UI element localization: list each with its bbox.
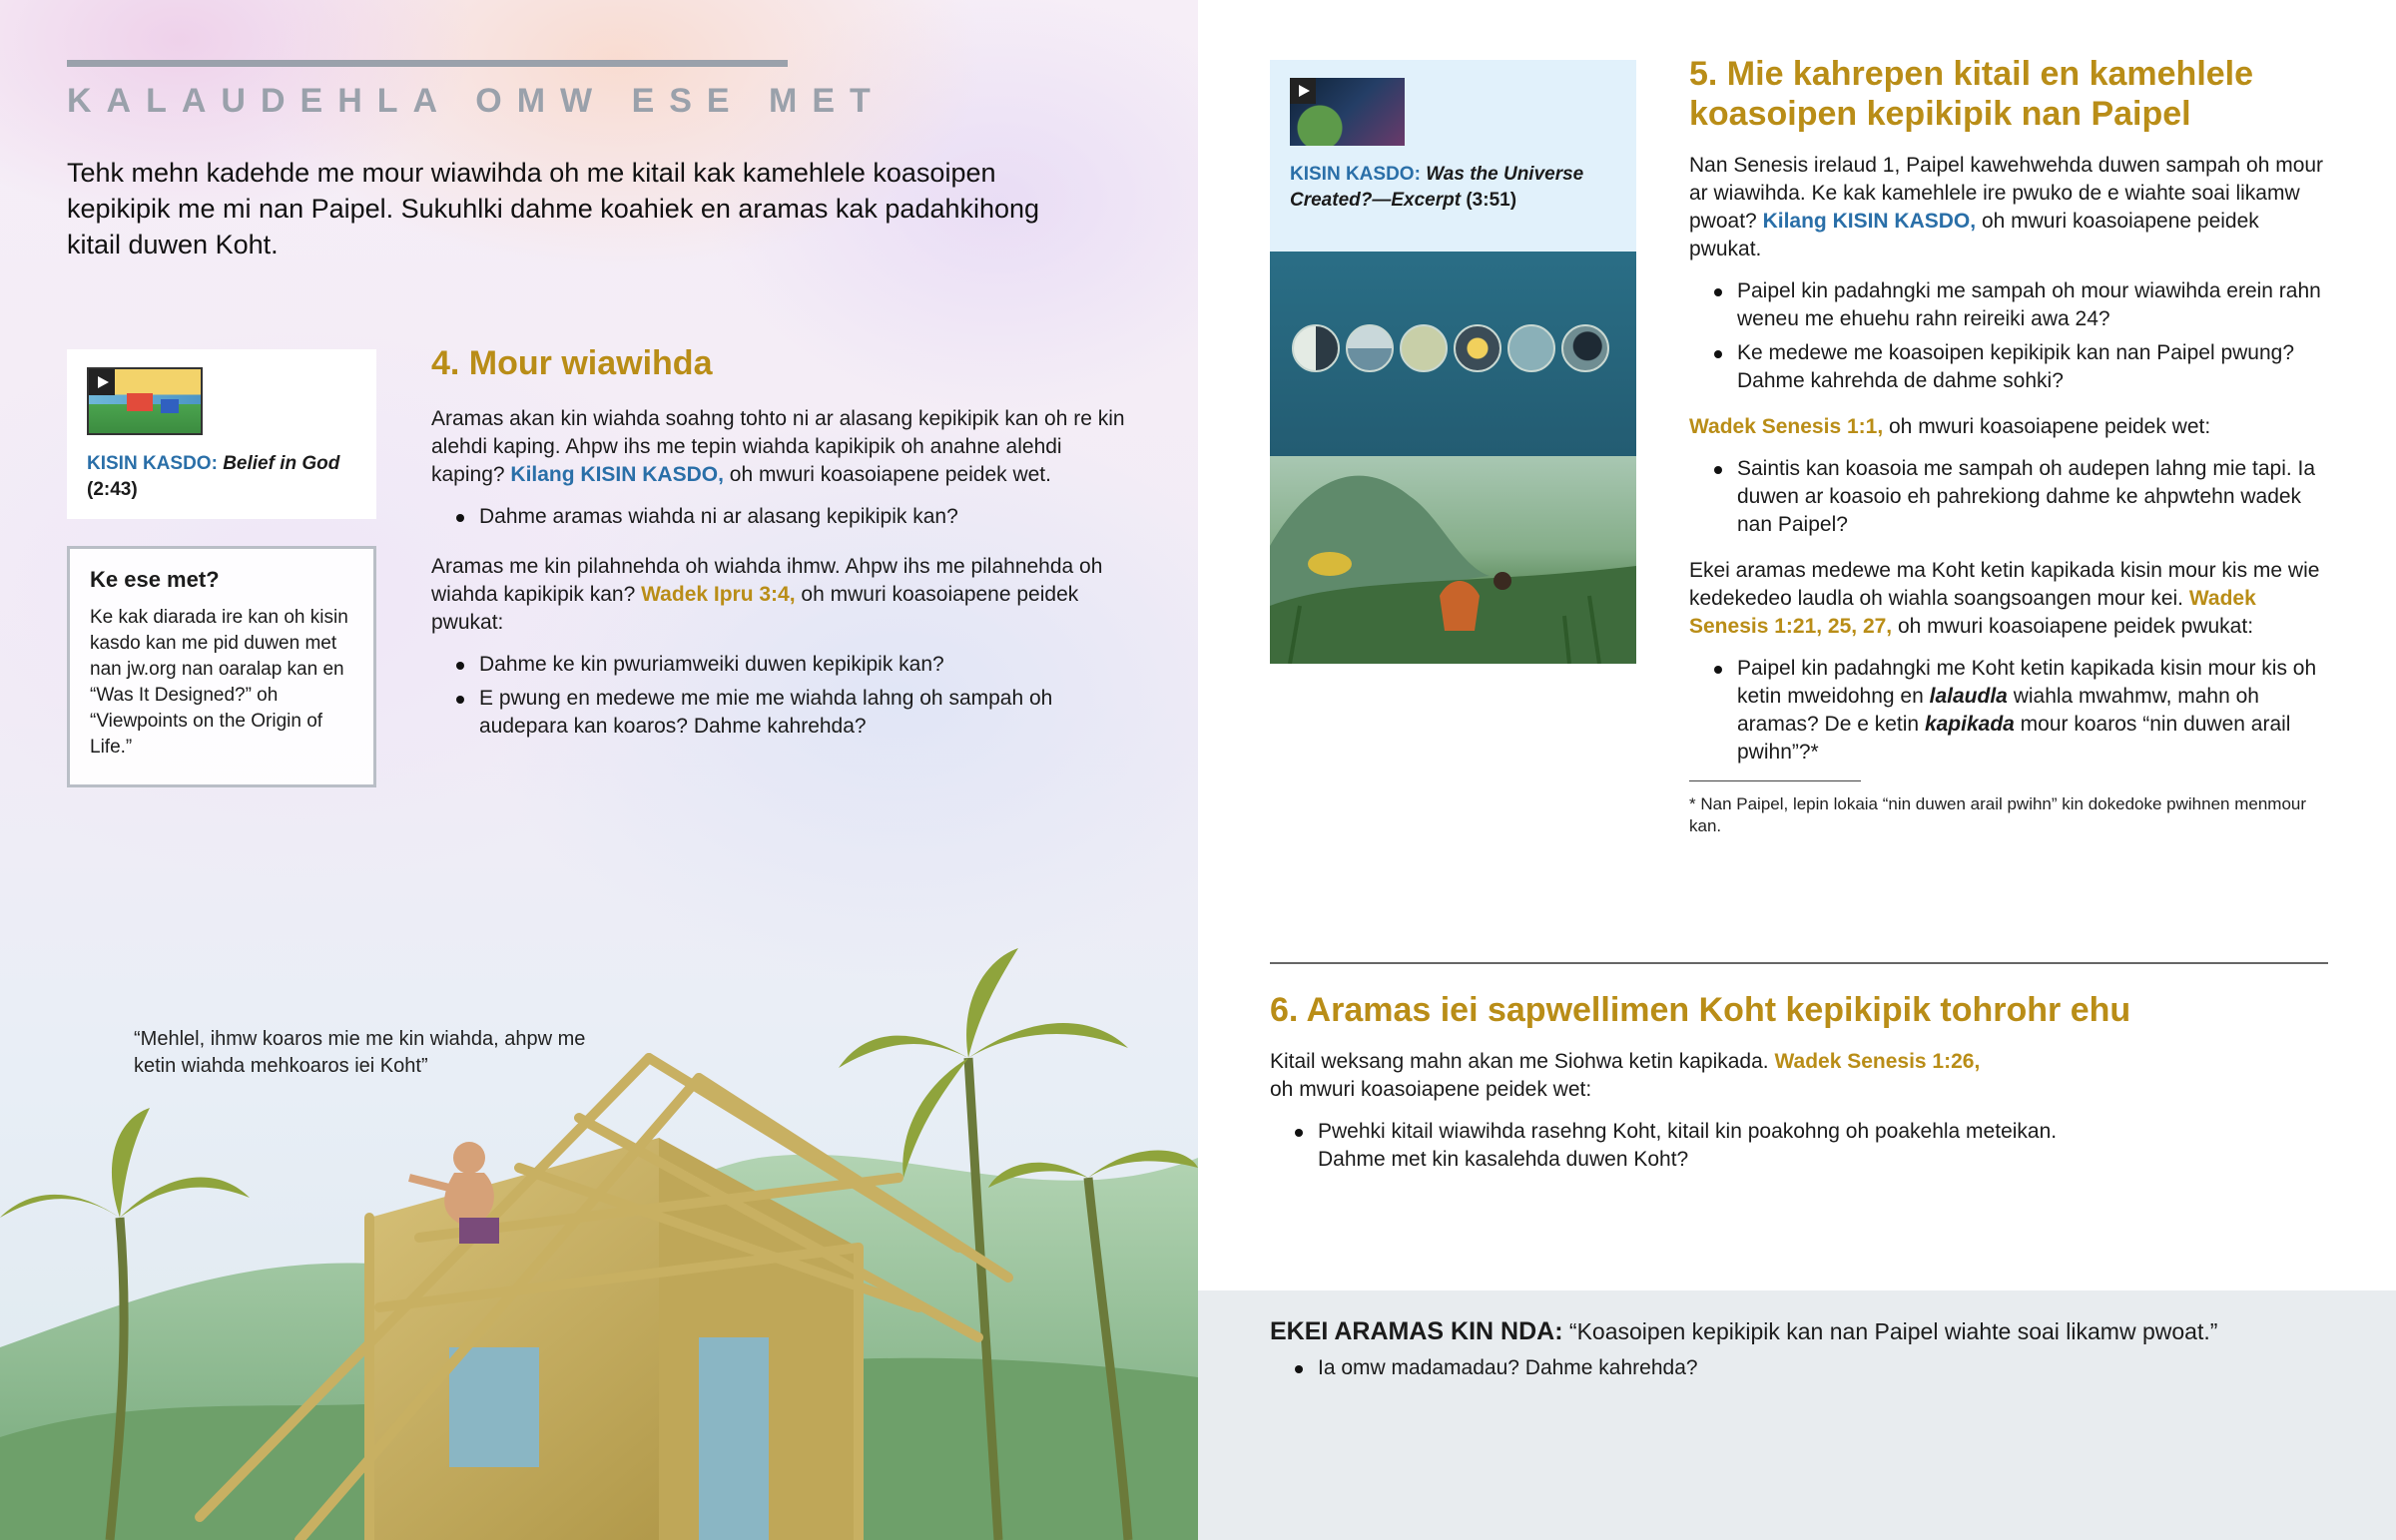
creation-days-panel [1270, 252, 1636, 456]
video-thumbnail[interactable] [87, 367, 203, 435]
footnote: * Nan Paipel, lepin lokaia “nin duwen arail pwihn” kin dokedoke pwihnen menmour kan. [1689, 794, 2307, 835]
list-item: Pwehki kitail wiawihda rasehng Koht, kitail kin poakohng oh poakehla meteikan. Dahme met kin kasalehda duwen Koht? [1270, 1118, 2128, 1174]
list-item: Ke medewe me koasoipen kepikipik kan nan Paipel pwung? Dahme kahrehda de dahme sohki? [1689, 339, 2328, 395]
section-5-bullets-3 [1689, 655, 2328, 767]
nature-scene [1270, 456, 1636, 664]
section-5-paragraph-1 [1689, 152, 2328, 263]
list-item [1689, 655, 2328, 767]
scripture-link[interactable]: Wadek Ipru 3:4, [641, 583, 796, 606]
video-caption [1290, 162, 1616, 214]
text: Ekei aramas medewe ma Koht ketin kapikada kisin mour kis me wie kedekedeo laudla oh wiahla soangsoangen mour kei. [1689, 559, 2320, 610]
info-box-title: Ke ese met? [90, 567, 220, 592]
text: oh mwuri koasoiapene peidek pwukat. [1689, 210, 2259, 260]
house-building-illustration [0, 918, 1198, 1540]
right-page [1198, 0, 2396, 1540]
text: oh mwuri koasoiapene peidek pwukat: [1897, 615, 2254, 638]
scripture-link[interactable]: Wadek Senesis 1:21, 25, 27, [1689, 587, 2256, 638]
intro-paragraph: Tehk mehn kadehde me mour wiawihda oh me kitail kak kamehlele koasoipen kepikipik me mi nan Paipel. Sukuhlki dahme koahiek en aramas kak padahkihong kitail duwen Koht. [67, 158, 1040, 259]
section-4 [431, 343, 1130, 747]
info-box [67, 546, 376, 787]
video-card-belief-in-god[interactable] [67, 349, 376, 519]
video-link[interactable]: Kilang KISIN KASDO, [510, 463, 724, 486]
section-6 [1270, 990, 2328, 1180]
scripture-link[interactable]: Wadek Senesis 1:26, [1774, 1050, 1981, 1073]
list-item: E pwung en medewe me mie me wiahda lahng oh sampah oh audepara kan koaros? Dahme kahrehda? [431, 685, 1130, 741]
text: mour koaros “nin duwen arail pwihn”?* [1737, 713, 2291, 764]
illustration-quote: “Mehlel, ihmw koaros mie me kin wiahda, ahpw me ketin wiahda mehkoaros iei Koht” [134, 1028, 586, 1077]
section-4-paragraph-2 [431, 553, 1130, 637]
some-people-say-box [1198, 1290, 2396, 1540]
text: Aramas akan kin wiahda soahng tohto ni ar alasang kepikipik kan oh re kin alehdi kaping. Ahpw ihs me tepin wiahda kapikipik oh anahne alehdi kaping? [431, 407, 1125, 486]
section-6-title: 6. Aramas iei sapwellimen Koht kepikipik tohrohr ehu [1270, 991, 2131, 1029]
text: Kitail weksang mahn akan me Siohwa ketin kapikada. [1270, 1050, 1769, 1073]
video-thumbnail[interactable] [1290, 78, 1405, 146]
info-box-text: Ke kak diarada ire kan oh kisin kasdo kan me pid duwen met nan jw.org nan oaralap kan en “Was It Designed?” oh “Viewpoints on the Origin of Life.” [90, 607, 348, 758]
thumbnail-house-shape [161, 399, 179, 413]
list-item: Dahme aramas wiahda ni ar alasang kepikipik kan? [431, 503, 1130, 531]
text: Nan Senesis irelaud 1, Paipel kawehwehda duwen sampah oh mour ar wiawihda. Ke kak kamehlele ire pwuko de e wiahte soai likamw pwoat? [1689, 154, 2324, 233]
list-item: Saintis kan koasoia me sampah oh audepen lahng mie tapi. Ia duwen ar koasoio eh pahrekiong dahme ke ahpwtehn wadek nan Paipel? [1689, 455, 2328, 539]
video-caption [87, 451, 356, 503]
section-5-paragraph-3 [1689, 557, 2328, 641]
section-4-title: 4. Mour wiawihda [431, 344, 713, 382]
day-circle-icon [1507, 324, 1555, 372]
section-kicker: KALAUDEHLA OMW ESE MET [67, 82, 886, 120]
scripture-link[interactable]: Wadek Senesis 1:1, [1689, 415, 1884, 438]
emphasis: kapikada [1924, 713, 2015, 736]
text: oh mwuri koasoiapene peidek pwukat: [431, 583, 1079, 634]
section-4-bullets-1 [431, 503, 1130, 531]
text: oh mwuri koasoiapene peidek wet: [1270, 1078, 1592, 1101]
section-5 [1689, 54, 2328, 837]
video-card-universe-created[interactable] [1270, 60, 1636, 252]
day-circle-icon [1454, 324, 1501, 372]
video-tag: KISIN KASDO: [87, 453, 218, 474]
text: oh mwuri koasoiapene peidek wet. [729, 463, 1051, 486]
video-duration: (2:43) [87, 479, 138, 500]
list-item: Dahme ke kin pwuriamweiki duwen kepikipik kan? [431, 651, 1130, 679]
video-title[interactable]: Was the Universe Created?—Excerpt [1290, 164, 1584, 211]
text: wiahla mwahmw, mahn oh aramas? De e ketin [1737, 685, 2259, 736]
some-people-say-text [1270, 1316, 2324, 1346]
section-6-paragraph-1 [1270, 1048, 2328, 1104]
section-5-bullets-2 [1689, 455, 2328, 539]
day-circle-icon [1292, 324, 1340, 372]
list-item: Ia omw madamadau? Dahme kahrehda? [1270, 1354, 2324, 1382]
section-5-paragraph-2 [1689, 413, 2328, 441]
video-link[interactable]: Kilang KISIN KASDO, [1762, 210, 1977, 233]
some-people-say-label: EKEI ARAMAS KIN NDA: [1270, 1317, 1563, 1345]
section-5-title: 5. Mie kahrepen kitail en kamehlele koasoipen kepikipik nan Paipel [1689, 55, 2254, 133]
video-duration: (3:51) [1466, 190, 1517, 211]
emphasis: lalaudla [1929, 685, 2008, 708]
text: Aramas me kin pilahnehda oh wiahda ihmw. Ahpw ihs me pilahnehda oh wiahda kapikipik kan? [431, 555, 1103, 606]
kicker-rule [67, 60, 788, 67]
section-5-bullets-1 [1689, 277, 2328, 395]
text: Paipel kin padahngki me Koht ketin kapikada kisin mour kis oh ketin mweidohng en [1737, 657, 2317, 708]
footnote-rule [1689, 780, 1861, 781]
thumbnail-house-shape [127, 393, 153, 411]
section-6-bullets [1270, 1118, 2128, 1174]
video-tag: KISIN KASDO: [1290, 164, 1421, 185]
video-title[interactable]: Belief in God [223, 453, 340, 474]
play-icon[interactable] [1290, 78, 1316, 104]
day-circle-icon [1346, 324, 1394, 372]
some-people-say-bullets [1270, 1354, 2324, 1382]
section-4-paragraph-1 [431, 405, 1130, 489]
list-item: Paipel kin padahngki me sampah oh mour wiawihda erein rahn weneu me ehuehu rahn reireiki awa 24? [1689, 277, 2328, 333]
play-icon[interactable] [89, 369, 115, 395]
day-circle-icon [1400, 324, 1448, 372]
nature-illustration-panel [1270, 456, 1636, 664]
section-4-bullets-2 [431, 651, 1130, 741]
text: oh mwuri koasoiapene peidek wet: [1889, 415, 2211, 438]
section-divider [1270, 962, 2328, 964]
some-people-say-quote: “Koasoipen kepikipik kan nan Paipel wiahte soai likamw pwoat.” [1568, 1318, 2218, 1344]
day-circle-icon [1561, 324, 1609, 372]
